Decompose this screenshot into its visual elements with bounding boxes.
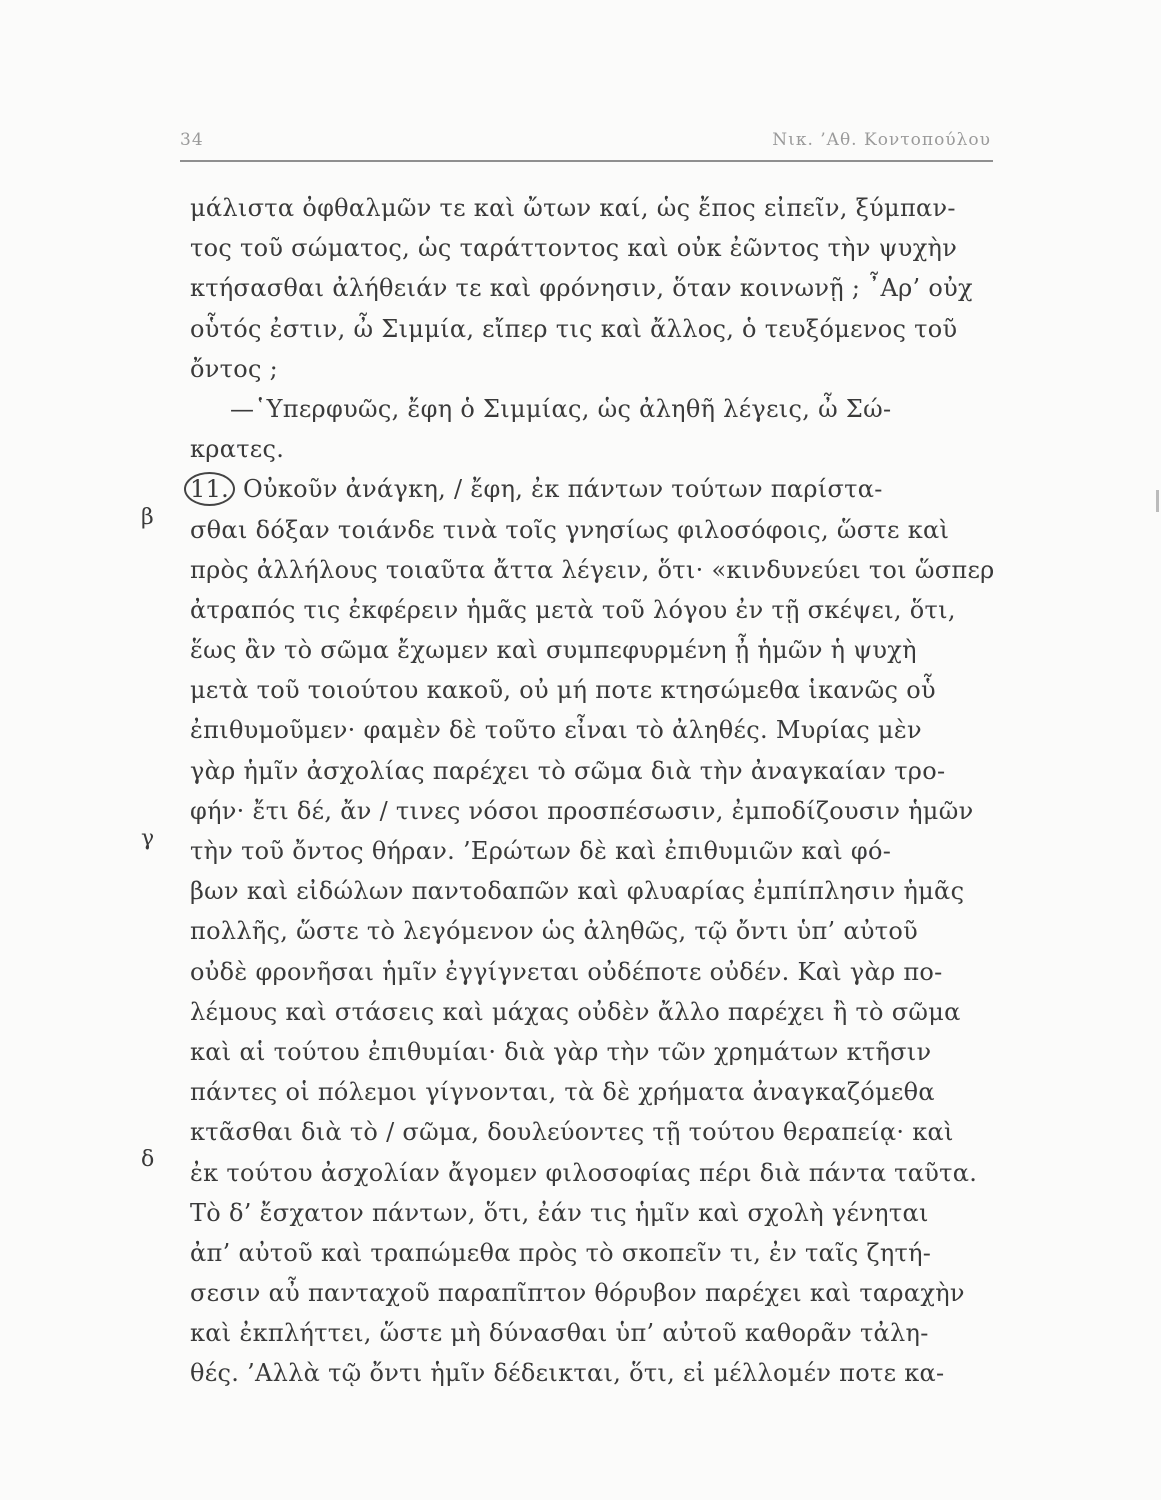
text-line: καὶ ἐκπλήττει, ὥστε μὴ δύνασθαι ὑπ’ αὐτοῦ καθορᾶν τἀλη- bbox=[190, 1319, 929, 1348]
body-text bbox=[190, 188, 1005, 1394]
text-line: βων καὶ εἰδώλων παντοδαπῶν καὶ φλυαρίας ἐμπίπλησιν ἡμᾶς bbox=[190, 877, 965, 906]
text-line: φήν· ἔτι δέ, ἄν / τινες νόσοι προσπέσωσιν, ἐμποδίζουσιν ἡμῶν bbox=[190, 796, 974, 825]
text-line: ἕως ἂν τὸ σῶμα ἔχωμεν καὶ συμπεφυρμένη ᾖ ἡμῶν ἡ ψυχὴ bbox=[190, 636, 917, 665]
margin-letter-beta: β bbox=[141, 505, 154, 530]
text-line: μάλιστα ὀφθαλμῶν τε καὶ ὤτων καί, ὡς ἔπος εἰπεῖν, ξύμπαν- bbox=[190, 194, 956, 222]
text-line: —῾Υπερφυῶς, ἔφη ὁ Σιμμίας, ὡς ἀληθῆ λέγεις, ὦ Σώ- bbox=[230, 394, 892, 423]
text-line: γὰρ ἡμῖν ἀσχολίας παρέχει τὸ σῶμα διὰ τὴν ἀναγκαίαν τρο- bbox=[190, 756, 946, 785]
margin-letter-gamma: γ bbox=[141, 826, 155, 851]
text-line: καὶ αἱ τούτου ἐπιθυμίαι· διὰ γὰρ τὴν τῶν χρημάτων κτῆσιν bbox=[190, 1037, 932, 1066]
text-line: Τὸ δ’ ἔσχατον πάντων, ὅτι, ἐάν τις ἡμῖν καὶ σχολὴ γένηται bbox=[190, 1198, 929, 1227]
text-line: κτᾶσθαι διὰ τὸ / σῶμα, δουλεύοντες τῇ τούτου θεραπείᾳ· καὶ bbox=[190, 1118, 954, 1147]
text-line: ἐκ τούτου ἀσχολίαν ἄγομεν φιλοσοφίας πέρι διὰ πάντα ταῦτα. bbox=[190, 1158, 978, 1187]
text-line: μετὰ τοῦ τοιούτου κακοῦ, οὐ μή ποτε κτησώμεθα ἱκανῶς οὗ bbox=[190, 676, 936, 705]
text-line: τὴν τοῦ ὄντος θήραν. ’Ερώτων δὲ καὶ ἐπιθυμιῶν καὶ φό- bbox=[190, 837, 892, 865]
page-number: 34 bbox=[180, 130, 204, 150]
text-line: λέμους καὶ στάσεις καὶ μάχας οὐδὲν ἄλλο παρέχει ἢ τὸ σῶμα bbox=[190, 997, 961, 1026]
text-line: πρὸς ἀλλήλους τοιαῦτα ἄττα λέγειν, ὅτι· «κινδυνεύει τοι ὥσπερ bbox=[190, 555, 995, 584]
page-edge-mark bbox=[1156, 490, 1159, 512]
text-line: ἀπ’ αὐτοῦ καὶ τραπώμεθα πρὸς τὸ σκοπεῖν τι, ἐν ταῖς ζητή- bbox=[190, 1238, 932, 1267]
running-head: Νικ. ’Αθ. Κοντοπούλου bbox=[772, 130, 991, 150]
text-line: πάντες οἱ πόλεμοι γίγνονται, τὰ δὲ χρήματα ἀναγκαζόμεθα bbox=[190, 1078, 935, 1107]
margin-letter-delta: δ bbox=[141, 1147, 155, 1172]
header-rule bbox=[180, 160, 993, 162]
text-line: σεσιν αὖ πανταχοῦ παραπῖπτον θόρυβον παρέχει καὶ ταραχὴν bbox=[190, 1279, 965, 1308]
text-line: ὄντος ; bbox=[190, 354, 279, 383]
text-line: τος τοῦ σώματος, ὡς ταράττοντος καὶ οὐκ ἐῶντος τὴν ψυχὴν bbox=[190, 234, 958, 263]
text-line: κρατες. bbox=[190, 435, 285, 464]
section-number: 11. bbox=[184, 472, 235, 506]
text-line: πολλῆς, ὥστε τὸ λεγόμενον ὡς ἀληθῶς, τῷ ὄντι ὑπ’ αὐτοῦ bbox=[190, 917, 919, 946]
text-line: θές. ’Αλλὰ τῷ ὄντι ἡμῖν δέδεικται, ὅτι, εἰ μέλλομέν ποτε κα- bbox=[190, 1359, 945, 1388]
text-line: σθαι δόξαν τοιάνδε τινὰ τοῖς γνησίως φιλοσόφοις, ὥστε καὶ bbox=[190, 515, 950, 544]
text-line: κτήσασθαι ἀλήθειάν τε καὶ φρόνησιν, ὅταν κοινωνῇ ; ῏Αρ’ οὐχ bbox=[190, 274, 973, 303]
text-line: οὐδὲ φρονῆσαι ἡμῖν ἐγγίγνεται οὐδέποτε οὐδέν. Καὶ γὰρ πο- bbox=[190, 957, 943, 986]
text-line: οὗτός ἐστιν, ὦ Σιμμία, εἴπερ τις καὶ ἄλλος, ὁ τευξόμενος τοῦ bbox=[190, 314, 958, 343]
section-start-line bbox=[190, 469, 1005, 509]
text-line: Οὐκοῦν ἀνάγκη, / ἔφη, ἐκ πάντων τούτων παρίστα- bbox=[243, 475, 883, 504]
text-line: ἐπιθυμοῦμεν· φαμὲν δὲ τοῦτο εἶναι τὸ ἀληθές. Μυρίας μὲν bbox=[190, 716, 922, 745]
text-line: ἀτραπός τις ἐκφέρειν ἡμᾶς μετὰ τοῦ λόγου ἐν τῇ σκέψει, ὅτι, bbox=[190, 595, 956, 624]
